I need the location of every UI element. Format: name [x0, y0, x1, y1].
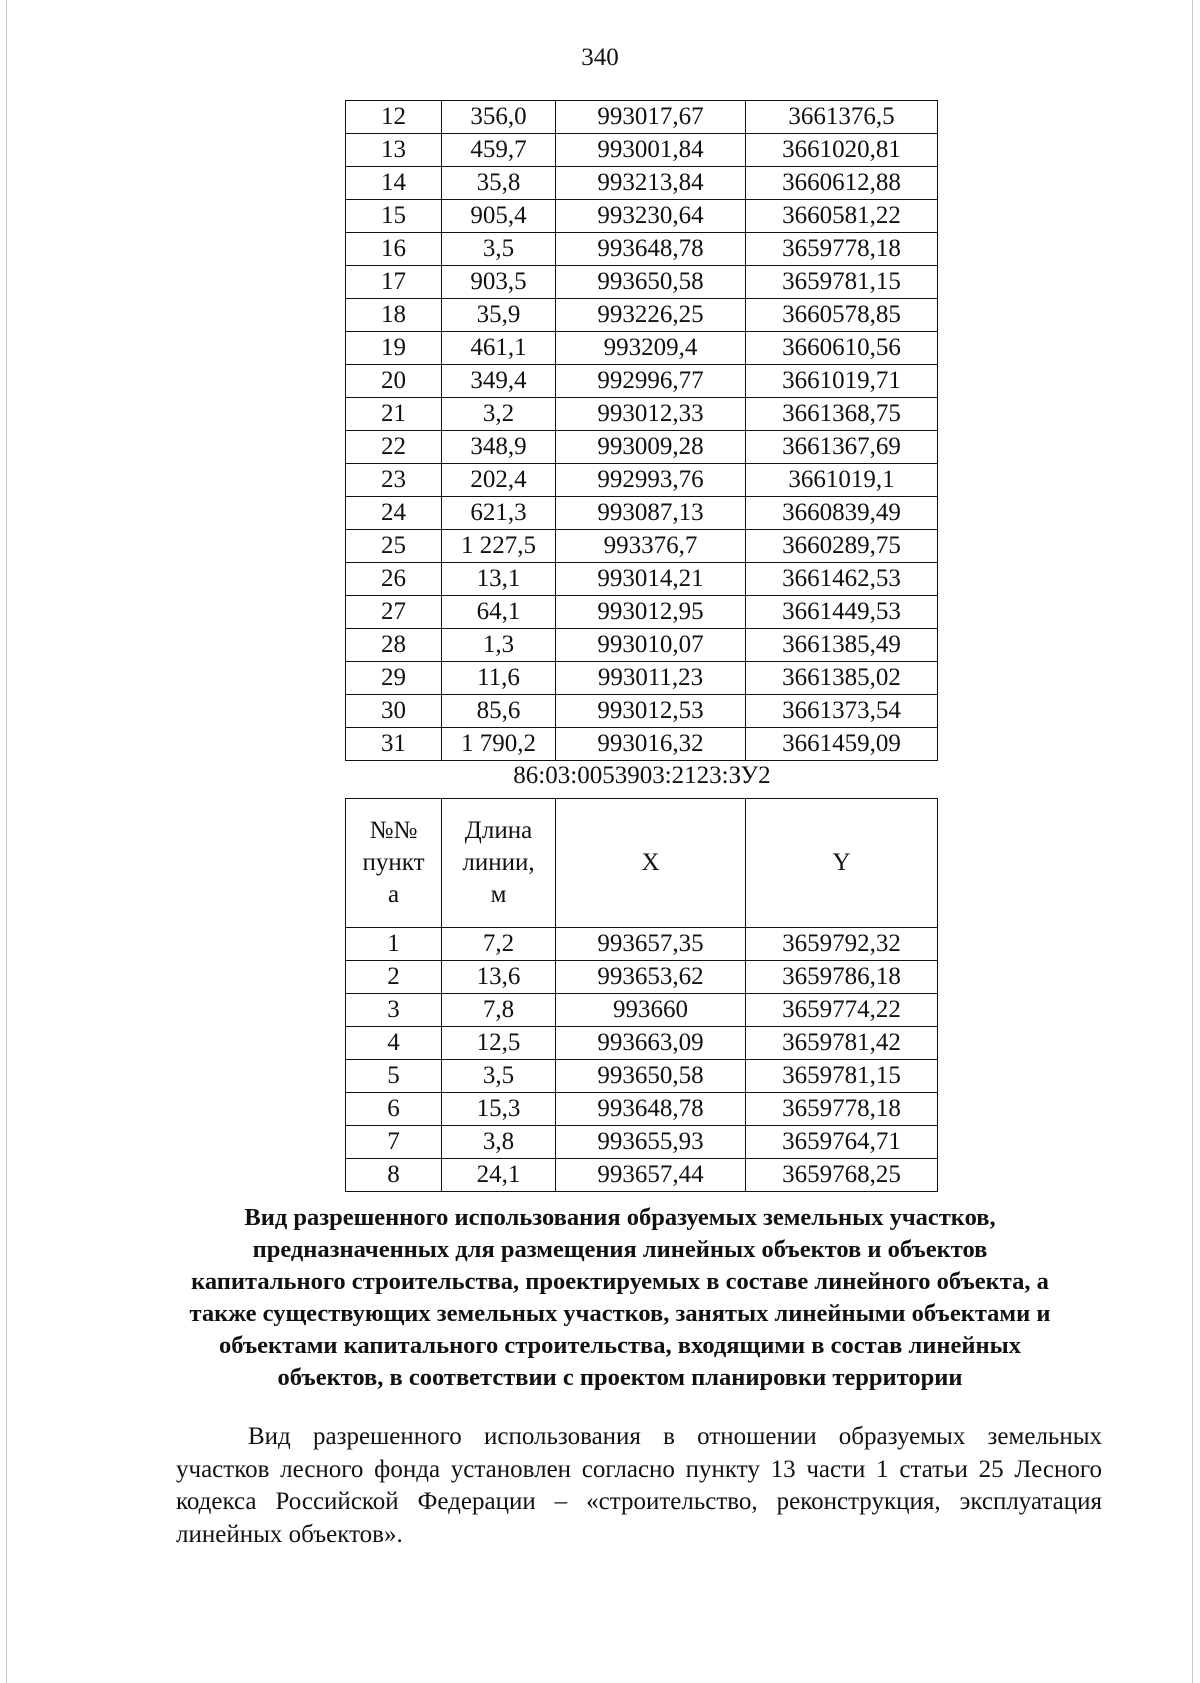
coordinates-table-body [346, 799, 938, 1192]
x-coordinate-cell: 992993,76 [556, 464, 746, 497]
line-length-cell: 12,5 [442, 1027, 556, 1060]
y-coordinate-cell: 3661019,71 [746, 365, 938, 398]
point-number-cell: 31 [346, 728, 442, 761]
header-line: а [387, 881, 400, 908]
x-coordinate-cell: 993376,7 [556, 530, 746, 563]
x-coordinate-cell: 993213,84 [556, 167, 746, 200]
x-coordinate-cell: 993009,28 [556, 431, 746, 464]
page-number: 340 [581, 44, 619, 71]
point-number-cell: 22 [346, 431, 442, 464]
y-coordinate-cell: 3660289,75 [746, 530, 938, 563]
x-coordinate-cell: 993226,25 [556, 299, 746, 332]
line-length-cell: 35,8 [442, 167, 556, 200]
table-header-row [346, 799, 938, 928]
x-coordinate-cell: 993648,78 [556, 233, 746, 266]
point-number-cell: 25 [346, 530, 442, 563]
table-row [346, 200, 938, 233]
table-row [346, 101, 938, 134]
table-row [346, 1159, 938, 1192]
table-row [346, 167, 938, 200]
table-row [346, 299, 938, 332]
table-row [346, 1126, 938, 1159]
point-number-cell: 27 [346, 596, 442, 629]
table-row [346, 464, 938, 497]
line-length-cell: 1 227,5 [442, 530, 556, 563]
y-coordinate-cell: 3661373,54 [746, 695, 938, 728]
y-coordinate-cell: 3661368,75 [746, 398, 938, 431]
table-row [346, 365, 938, 398]
x-coordinate-cell: 993653,62 [556, 961, 746, 994]
x-coordinate-cell: 993660 [556, 994, 746, 1027]
x-coordinate-cell: 993663,09 [556, 1027, 746, 1060]
point-number-cell: 3 [346, 994, 442, 1027]
point-number-cell: 29 [346, 662, 442, 695]
x-coordinate-cell: 993010,07 [556, 629, 746, 662]
heading-line: Вид разрешенного использования образуемых земельных участков, [244, 1204, 996, 1231]
point-number-cell: 30 [346, 695, 442, 728]
x-coordinate-cell: 993230,64 [556, 200, 746, 233]
table-row [346, 266, 938, 299]
x-coordinate-cell: 992996,77 [556, 365, 746, 398]
y-coordinate-cell: 3660610,56 [746, 332, 938, 365]
point-number-cell: 7 [346, 1126, 442, 1159]
table-row [346, 662, 938, 695]
table-row [346, 563, 938, 596]
table-row [346, 332, 938, 365]
heading-line: капитального строительства, проектируемых в составе линейного объекта, а [191, 1268, 1049, 1295]
line-length-cell: 13,1 [442, 563, 556, 596]
line-length-cell: 621,3 [442, 497, 556, 530]
y-coordinate-cell: 3661385,02 [746, 662, 938, 695]
point-number-cell: 13 [346, 134, 442, 167]
line-length-cell: 13,6 [442, 961, 556, 994]
y-coordinate-cell: 3659781,15 [746, 266, 938, 299]
section-heading [140, 1202, 1100, 1394]
line-length-cell: 85,6 [442, 695, 556, 728]
header-line: линии, [462, 849, 535, 876]
line-length-cell: 24,1 [442, 1159, 556, 1192]
point-number-cell: 20 [346, 365, 442, 398]
point-number-cell: 28 [346, 629, 442, 662]
line-length-cell: 356,0 [442, 101, 556, 134]
y-coordinate-cell: 3661376,5 [746, 101, 938, 134]
point-number-cell: 2 [346, 961, 442, 994]
y-coordinate-cell: 3661020,81 [746, 134, 938, 167]
table-row [346, 1060, 938, 1093]
x-coordinate-cell: 993648,78 [556, 1093, 746, 1126]
point-number-cell: 17 [346, 266, 442, 299]
point-number-cell: 18 [346, 299, 442, 332]
y-coordinate-cell: 3661449,53 [746, 596, 938, 629]
point-number-cell: 4 [346, 1027, 442, 1060]
line-length-cell: 348,9 [442, 431, 556, 464]
table-row [346, 497, 938, 530]
table-row [346, 728, 938, 761]
line-length-cell: 3,5 [442, 1060, 556, 1093]
x-coordinate-cell: 993657,35 [556, 928, 746, 961]
coordinates-table-body [346, 101, 938, 761]
y-coordinate-cell: 3660612,88 [746, 167, 938, 200]
point-number-cell: 1 [346, 928, 442, 961]
line-length-cell: 64,1 [442, 596, 556, 629]
y-coordinate-cell: 3660578,85 [746, 299, 938, 332]
point-number-cell: 23 [346, 464, 442, 497]
x-coordinate-cell: 993087,13 [556, 497, 746, 530]
x-coordinate-cell: 993012,95 [556, 596, 746, 629]
x-coordinate-cell: 993001,84 [556, 134, 746, 167]
table-row [346, 596, 938, 629]
x-coordinate-cell: 993012,33 [556, 398, 746, 431]
heading-line: также существующих земельных участков, занятых линейными объектами и [189, 1300, 1051, 1327]
x-coordinate-cell: 993014,21 [556, 563, 746, 596]
x-coordinate-cell: 993209,4 [556, 332, 746, 365]
x-coordinate-cell: 993017,67 [556, 101, 746, 134]
y-coordinate-cell: 3659792,32 [746, 928, 938, 961]
coordinates-table-zu2 [345, 798, 938, 1192]
line-length-cell: 3,2 [442, 398, 556, 431]
line-length-cell: 905,4 [442, 200, 556, 233]
x-coordinate-cell: 993650,58 [556, 266, 746, 299]
header-line: Длина [464, 817, 533, 844]
line-length-cell: 3,5 [442, 233, 556, 266]
x-coordinate-cell: 993650,58 [556, 1060, 746, 1093]
point-number-cell: 6 [346, 1093, 442, 1126]
y-coordinate-cell: 3661385,49 [746, 629, 938, 662]
y-coordinate-cell: 3661459,09 [746, 728, 938, 761]
table-row [346, 233, 938, 266]
y-coordinate-cell: 3659781,15 [746, 1060, 938, 1093]
table-row [346, 530, 938, 563]
heading-line: предназначенных для размещения линейных объектов и объектов [252, 1236, 988, 1263]
line-length-cell: 459,7 [442, 134, 556, 167]
point-number-cell: 5 [346, 1060, 442, 1093]
y-coordinate-cell: 3661462,53 [746, 563, 938, 596]
heading-line: объектов, в соответствии с проектом планировки территории [277, 1364, 963, 1391]
line-length-cell: 7,2 [442, 928, 556, 961]
table-row [346, 134, 938, 167]
table-row [346, 1027, 938, 1060]
heading-line: объектами капитального строительства, входящими в состав линейных [218, 1332, 1022, 1359]
coordinates-table-continued [345, 100, 938, 761]
table-caption: 86:03:0053903:2123:ЗУ2 [513, 762, 771, 789]
line-length-cell: 202,4 [442, 464, 556, 497]
point-number-cell: 8 [346, 1159, 442, 1192]
table-row [346, 961, 938, 994]
y-coordinate-cell: 3660839,49 [746, 497, 938, 530]
line-length-cell: 35,9 [442, 299, 556, 332]
point-number-cell: 16 [346, 233, 442, 266]
body-paragraph: Вид разрешенного использования в отношении образуемых земельных участков лесного фонда установлен согласно пункту 13 части 1 статьи 25 Лесного кодекса Российской Федерации – «строительство, реконструкция, эксплуатация линейных объектов». [176, 1423, 1102, 1548]
table-row [346, 994, 938, 1027]
line-length-cell: 11,6 [442, 662, 556, 695]
table-row [346, 431, 938, 464]
x-coordinate-cell: 993012,53 [556, 695, 746, 728]
table-row [346, 1093, 938, 1126]
header-line: пункт [362, 849, 425, 876]
x-coordinate-cell: 993011,23 [556, 662, 746, 695]
header-x: X [556, 799, 746, 928]
left-scan-edge [6, 0, 7, 1683]
y-coordinate-cell: 3659768,25 [746, 1159, 938, 1192]
point-number-cell: 26 [346, 563, 442, 596]
point-number-cell: 24 [346, 497, 442, 530]
table-row [346, 398, 938, 431]
table-row [346, 629, 938, 662]
point-number-cell: 19 [346, 332, 442, 365]
point-number-cell: 12 [346, 101, 442, 134]
line-length-cell: 461,1 [442, 332, 556, 365]
y-coordinate-cell: 3660581,22 [746, 200, 938, 233]
header-line-length [442, 799, 556, 928]
right-scan-edge [1192, 0, 1193, 1683]
y-coordinate-cell: 3661019,1 [746, 464, 938, 497]
y-coordinate-cell: 3659764,71 [746, 1126, 938, 1159]
y-coordinate-cell: 3659778,18 [746, 233, 938, 266]
x-coordinate-cell: 993655,93 [556, 1126, 746, 1159]
header-line: №№ [369, 817, 418, 844]
table-row [346, 695, 938, 728]
header-line: м [490, 881, 507, 908]
x-coordinate-cell: 993016,32 [556, 728, 746, 761]
y-coordinate-cell: 3659774,22 [746, 994, 938, 1027]
line-length-cell: 1 790,2 [442, 728, 556, 761]
header-y: Y [746, 799, 938, 928]
table-row [346, 928, 938, 961]
x-coordinate-cell: 993657,44 [556, 1159, 746, 1192]
line-length-cell: 903,5 [442, 266, 556, 299]
point-number-cell: 21 [346, 398, 442, 431]
y-coordinate-cell: 3659781,42 [746, 1027, 938, 1060]
line-length-cell: 7,8 [442, 994, 556, 1027]
y-coordinate-cell: 3661367,69 [746, 431, 938, 464]
line-length-cell: 3,8 [442, 1126, 556, 1159]
point-number-cell: 15 [346, 200, 442, 233]
point-number-cell: 14 [346, 167, 442, 200]
line-length-cell: 1,3 [442, 629, 556, 662]
header-point-number [346, 799, 442, 928]
line-length-cell: 15,3 [442, 1093, 556, 1126]
y-coordinate-cell: 3659778,18 [746, 1093, 938, 1126]
line-length-cell: 349,4 [442, 365, 556, 398]
y-coordinate-cell: 3659786,18 [746, 961, 938, 994]
